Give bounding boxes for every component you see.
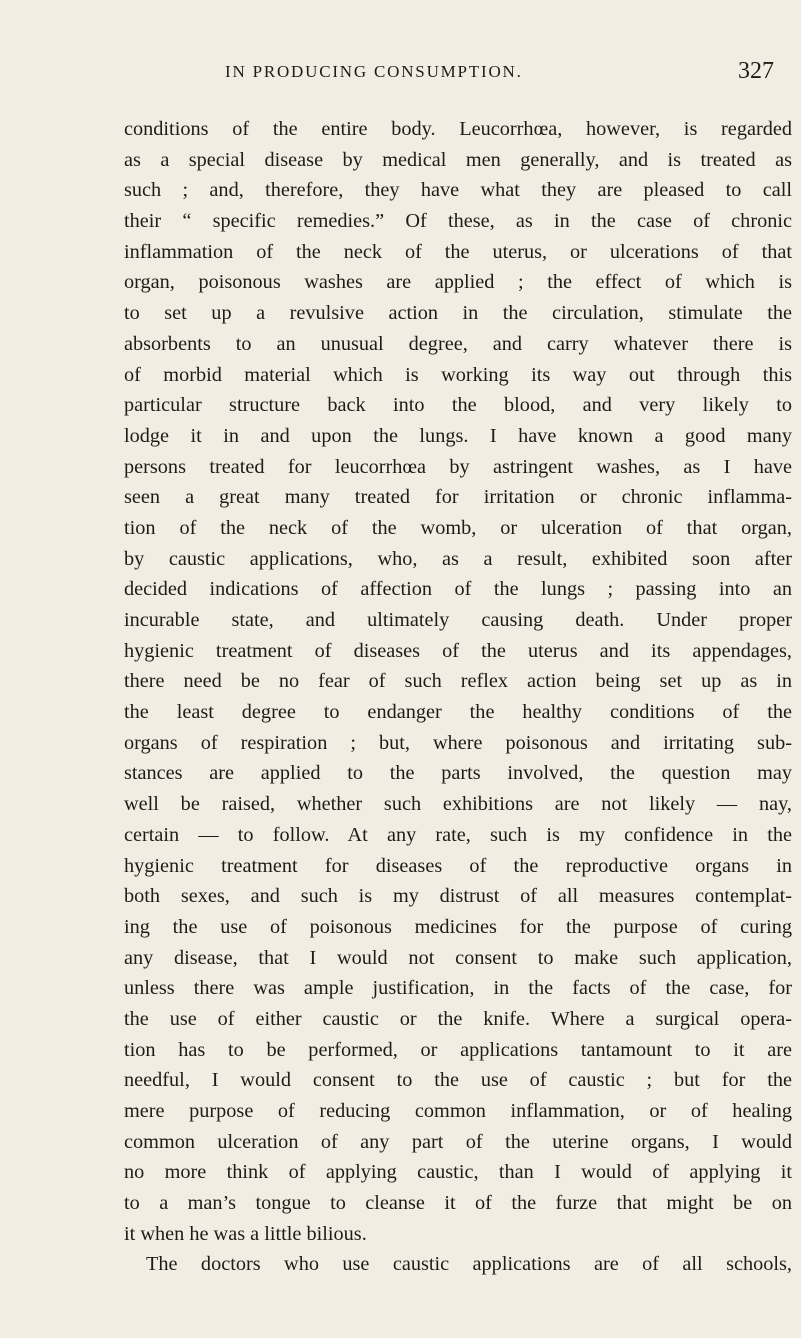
text-line: there need be no fear of such reflex action being set up as in	[124, 670, 792, 693]
text-line: any disease, that I would not consent to make such application,	[124, 946, 792, 969]
body-text	[124, 114, 792, 1280]
text-line: mere purpose of reducing common inflammation, or of healing	[124, 1100, 792, 1122]
text-line: tion of the neck of the womb, or ulceration of that organ,	[124, 516, 792, 539]
text-line: their “ specific remedies.” Of these, as in the case of chronic	[124, 210, 792, 233]
text-line: organs of respiration ; but, where poisonous and irritating sub-	[124, 731, 792, 754]
text-line: the use of either caustic or the knife. Where a surgical opera-	[124, 1007, 792, 1030]
text-line: inflammation of the neck of the uterus, or ulcerations of that	[124, 240, 792, 263]
text-line: of morbid material which is working its way out through this	[124, 363, 792, 386]
text-line: it when he was a little bilious.	[124, 1222, 367, 1245]
running-title: IN PRODUCING CONSUMPTION.	[225, 62, 523, 81]
text-line: common ulceration of any part of the uterine organs, I would	[124, 1130, 792, 1153]
text-line: hygienic treatment for diseases of the reproductive organs in	[124, 854, 792, 877]
text-line: seen a great many treated for irritation or chronic inflamma-	[124, 486, 792, 509]
text-line: particular structure back into the blood, and very likely to	[124, 394, 792, 417]
text-line: both sexes, and such is my distrust of all measures contemplat-	[124, 885, 792, 908]
text-line: to set up a revulsive action in the circulation, stimulate the	[124, 302, 792, 325]
text-line: hygienic treatment of diseases of the uterus and its appendages,	[124, 639, 792, 662]
paragraph-1	[124, 114, 792, 1249]
paragraph-2	[124, 1249, 792, 1280]
text-line: to a man’s tongue to cleanse it of the furze that might be on	[124, 1192, 792, 1215]
text-line: tion has to be performed, or applications tantamount to it are	[124, 1038, 792, 1061]
text-line: certain — to follow. At any rate, such is my confidence in the	[124, 823, 792, 846]
text-line: conditions of the entire body. Leucorrhœa, however, is regarded	[124, 118, 792, 140]
text-line: organ, poisonous washes are applied ; the effect of which is	[124, 271, 792, 294]
page-number: 327	[738, 58, 774, 84]
text-line: by caustic applications, who, as a result, exhibited soon after	[124, 547, 792, 570]
text-line: well be raised, whether such exhibitions are not likely — nay,	[124, 793, 792, 816]
text-line: such ; and, therefore, they have what they are pleased to call	[124, 179, 792, 202]
text-line: the least degree to endanger the healthy conditions of the	[124, 701, 792, 724]
text-line: needful, I would consent to the use of caustic ; but for the	[124, 1069, 792, 1092]
text-line: The doctors who use caustic applications are of all schools,	[146, 1253, 792, 1276]
text-line: persons treated for leucorrhœa by astringent washes, as I have	[124, 455, 792, 478]
text-line: decided indications of affection of the lungs ; passing into an	[124, 578, 792, 601]
text-line: lodge it in and upon the lungs. I have known a good many	[124, 424, 792, 447]
text-line: ing the use of poisonous medicines for the purpose of curing	[124, 915, 792, 938]
text-line: incurable state, and ultimately causing death. Under proper	[124, 609, 792, 631]
text-line: unless there was ample justification, in the facts of the case, for	[124, 977, 792, 1000]
text-line: no more think of applying caustic, than I would of applying it	[124, 1161, 792, 1184]
running-head	[0, 58, 801, 88]
text-line: stances are applied to the parts involved, the question may	[124, 762, 792, 785]
text-line: absorbents to an unusual degree, and carry whatever there is	[124, 332, 792, 355]
text-line: as a special disease by medical men generally, and is treated as	[124, 148, 792, 171]
